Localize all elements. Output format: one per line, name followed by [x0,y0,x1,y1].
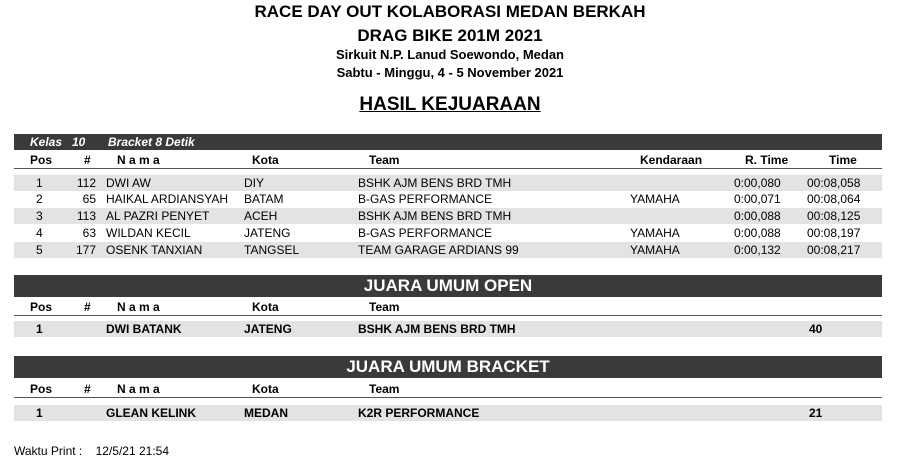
cell-team: TEAM GARAGE ARDIANS 99 [358,243,519,257]
col-rtime: R. Time [745,153,789,167]
col-pos: Pos [30,382,53,396]
result-row [14,175,882,191]
cell-pos: 4 [36,226,43,240]
cell-rtime: 0:00,088 [734,226,781,240]
cell-no: 177 [75,243,96,257]
event-title: RACE DAY OUT KOLABORASI MEDAN BERKAH [254,2,646,21]
cell-nama: DWI AW [106,176,151,190]
cell-nama: DWI BATANK [106,322,182,336]
col-nama: N a m a [117,153,160,167]
cell-rtime: 0:00,080 [734,176,781,190]
result-row [14,208,882,224]
result-row [14,191,882,207]
cell-time: 00:08,217 [807,243,861,257]
juara-bracket-column-header [14,380,882,397]
cell-pos: 2 [36,192,43,206]
cell-kendaraan: YAMAHA [630,192,680,206]
cell-rtime: 0:00,088 [734,209,781,223]
kelas-label: Kelas [30,135,63,149]
cell-kota: ACEH [244,209,278,223]
results-column-header [14,151,882,168]
cell-pos: 1 [36,176,43,190]
cell-no: 113 [76,209,96,223]
col-kendaraan: Kendaraan [640,153,703,167]
cell-nama: WILDAN KECIL [106,226,191,240]
result-row [14,242,882,258]
juara-bracket-row [14,405,882,421]
col-time: Time [829,153,857,167]
cell-kota: TANGSEL [244,243,300,257]
divider [14,168,882,169]
print-time-label: Waktu Print : [14,444,83,458]
cell-no: 65 [82,192,96,206]
divider [14,315,882,316]
col-team: Team [369,153,400,167]
cell-no: 112 [76,176,96,190]
col-team: Team [369,382,400,396]
cell-kendaraan: YAMAHA [630,226,680,240]
cell-kota: DIY [244,176,265,190]
juara-open-bar: JUARA UMUM OPEN [14,275,882,297]
cell-kota: JATENG [244,322,292,336]
section-title: HASIL KEJUARAAN [359,94,541,115]
cell-time: 00:08,058 [807,176,861,190]
cell-kota: BATAM [244,192,284,206]
cell-pos: 5 [36,243,43,257]
cell-time: 00:08,197 [807,226,861,240]
col-nama: N a m a [117,300,160,314]
cell-team: BSHK AJM BENS BRD TMH [358,209,512,223]
kelas-value: 10 [72,135,86,149]
cell-team: B-GAS PERFORMANCE [358,192,493,206]
cell-pos: 3 [36,209,43,223]
juara-open-column-header [14,298,882,315]
cell-nama: OSENK TANXIAN [106,243,203,257]
cell-team: BSHK AJM BENS BRD TMH [358,176,512,190]
print-time [14,444,169,458]
event-subtitle: DRAG BIKE 201M 2021 [357,26,543,45]
cell-pos: 1 [36,406,43,420]
cell-time: 00:08,064 [807,192,861,206]
col-no: # [84,300,91,314]
cell-nama: AL PAZRI PENYET [106,209,210,223]
divider [14,397,882,398]
col-kota: Kota [252,382,279,396]
col-team: Team [369,300,400,314]
juara-open-row [14,321,882,337]
cell-no: 63 [82,226,96,240]
cell-team: B-GAS PERFORMANCE [358,226,493,240]
col-no: # [84,382,91,396]
col-pos: Pos [30,153,53,167]
col-nama: N a m a [117,382,160,396]
cell-kota: JATENG [244,226,291,240]
cell-team: BSHK AJM BENS BRD TMH [358,322,516,336]
cell-kendaraan: YAMAHA [630,243,680,257]
event-date: Sabtu - Minggu, 4 - 5 November 2021 [336,65,564,80]
event-venue: Sirkuit N.P. Lanud Soewondo, Medan [335,47,564,62]
bracket-label: Bracket 8 Detik [108,135,195,149]
cell-nama: HAIKAL ARDIANSYAH [106,192,229,206]
cell-points: 40 [809,322,823,336]
col-kota: Kota [252,153,279,167]
cell-rtime: 0:00,132 [734,243,781,257]
cell-points: 21 [809,406,823,420]
cell-nama: GLEAN KELINK [106,406,196,420]
print-time-value: 12/5/21 21:54 [95,444,169,458]
col-pos: Pos [30,300,53,314]
cell-pos: 1 [36,322,43,336]
class-bar [14,134,882,150]
col-kota: Kota [252,300,279,314]
cell-time: 00:08,125 [807,209,861,223]
result-row [14,225,882,241]
cell-rtime: 0:00,071 [734,192,781,206]
cell-kota: MEDAN [244,406,288,420]
col-no: # [84,153,91,167]
juara-bracket-bar: JUARA UMUM BRACKET [14,356,882,378]
cell-team: K2R PERFORMANCE [358,406,480,420]
